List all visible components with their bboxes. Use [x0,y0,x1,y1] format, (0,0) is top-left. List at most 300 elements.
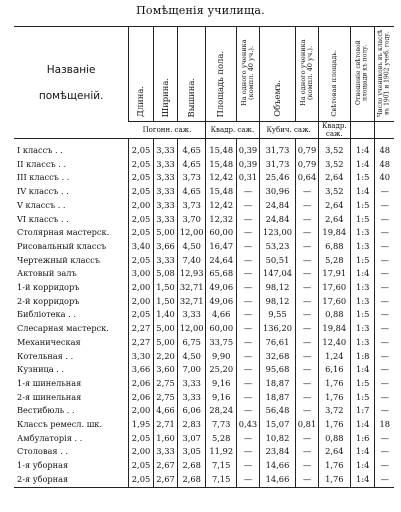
cell-width: 3,33 [153,171,178,185]
cell-ratio: 1:4 [350,363,375,377]
cell-area-pp: — [237,213,259,227]
table-row [14,308,394,322]
cell-length: 2,00 [129,295,154,309]
header-students: Число учениковъ въ классѣ въ 1901 и 1902 учеб. году. [375,27,394,122]
table-row [14,473,394,487]
cell-area: 12,32 [206,213,237,227]
cell-height: 32,71 [178,295,206,309]
cell-light: 3,52 [318,185,350,199]
cell-name: Столовая . . [17,446,68,457]
cell-name: Рисовальный классъ [17,240,107,251]
header-light-ratio: Отношеніе свѣтовой площади къ полу. [350,27,375,122]
cell-students: 18 [375,418,394,432]
table-row [14,322,394,336]
cell-height: 4,65 [178,139,206,158]
cell-vol-pp: — [296,213,318,227]
cell-students: — [375,240,394,254]
cell-students: — [375,473,394,487]
cell-students: — [375,459,394,473]
table-row [14,363,394,377]
cell-vol: 23,84 [259,445,296,459]
cell-light: 6,16 [318,363,350,377]
cell-length: 2,00 [129,199,154,213]
cell-vol: 98,12 [259,295,296,309]
cell-area-pp: — [237,199,259,213]
cell-light: 17,91 [318,267,350,281]
cell-length: 3,40 [129,240,154,254]
cell-vol: 14,66 [259,473,296,487]
cell-vol-pp: — [296,404,318,418]
cell-area: 7,15 [206,473,237,487]
cell-ratio: 1:3 [350,322,375,336]
table-row [14,240,394,254]
cell-height: 3,33 [178,308,206,322]
cell-light: 5,28 [318,254,350,268]
cell-name: II классъ . . [17,158,67,169]
cell-name: 2-я шинельная [17,391,82,402]
cell-vol: 32,68 [259,350,296,364]
cell-students: — [375,295,394,309]
header-volume-per-student: На одного ученика (компл. 40 уч.). [296,27,318,122]
cell-area: 24,64 [206,254,237,268]
cell-length: 2,05 [129,226,154,240]
cell-vol: 136,20 [259,322,296,336]
table-row [14,281,394,295]
cell-light: 1,76 [318,459,350,473]
table-row [14,445,394,459]
cell-light: 1,76 [318,473,350,487]
cell-name: V классъ . . [17,199,66,210]
table-row [14,139,394,158]
cell-area-pp: 0,43 [237,418,259,432]
page-title: Помѣщенія училища. [136,4,265,17]
cell-width: 2,20 [153,350,178,364]
cell-height: 7,40 [178,254,206,268]
cell-vol: 76,61 [259,336,296,350]
cell-vol: 53,23 [259,240,296,254]
cell-height: 32,71 [178,281,206,295]
cell-vol: 147,04 [259,267,296,281]
cell-height: 6,75 [178,336,206,350]
table-row [14,213,394,227]
header-height: Вышина. [178,27,206,122]
cell-length: 1,95 [129,418,154,432]
cell-students: — [375,267,394,281]
cell-width: 3,33 [153,213,178,227]
cell-width: 1,50 [153,281,178,295]
cell-name: 2-я уборная [17,473,69,484]
cell-area: 4,66 [206,308,237,322]
cell-width: 3,60 [153,363,178,377]
cell-light: 12,40 [318,336,350,350]
table-row [14,199,394,213]
cell-area: 5,28 [206,432,237,446]
cell-vol: 95,68 [259,363,296,377]
table-row [14,171,394,185]
header-floor-area: Площадь пола. [206,27,237,122]
cell-name: Котельная . . [17,350,74,361]
cell-ratio: 1:5 [350,391,375,405]
cell-area-pp: — [237,308,259,322]
cell-name: Столярная мастерск. [17,227,110,238]
cell-width: 3,33 [153,139,178,158]
table-row [14,377,394,391]
cell-width: 2,71 [153,418,178,432]
cell-light: 3,52 [318,139,350,158]
cell-width: 1,40 [153,308,178,322]
cell-height: 3,73 [178,199,206,213]
cell-area-pp: — [237,322,259,336]
cell-width: 3,66 [153,240,178,254]
cell-area: 16,47 [206,240,237,254]
cell-vol: 31,73 [259,139,296,158]
cell-vol-pp: — [296,445,318,459]
cell-light: 2,64 [318,171,350,185]
cell-vol-pp: — [296,308,318,322]
cell-length: 2,05 [129,213,154,227]
cell-ratio: 1:7 [350,404,375,418]
cell-area: 49,06 [206,295,237,309]
cell-vol: 56,48 [259,404,296,418]
cell-vol-pp: — [296,240,318,254]
cell-height: 12,00 [178,226,206,240]
cell-height: 12,93 [178,267,206,281]
cell-students: — [375,350,394,364]
cell-ratio: 1:3 [350,336,375,350]
cell-length: 2,05 [129,254,154,268]
cell-width: 5,00 [153,226,178,240]
unit-square: Квадр. саж. [206,122,259,139]
cell-ratio: 1:3 [350,240,375,254]
cell-area-pp: — [237,350,259,364]
cell-students: 48 [375,139,394,158]
cell-students: — [375,445,394,459]
cell-length: 2,06 [129,391,154,405]
cell-students: — [375,336,394,350]
cell-width: 3,33 [153,445,178,459]
cell-height: 12,00 [178,322,206,336]
cell-vol-pp: — [296,322,318,336]
cell-ratio: 1:4 [350,158,375,172]
cell-height: 4,50 [178,350,206,364]
table-body [14,139,394,488]
cell-area-pp: — [237,432,259,446]
cell-students: — [375,363,394,377]
cell-vol-pp: — [296,336,318,350]
cell-height: 2,68 [178,473,206,487]
cell-ratio: 1:4 [350,185,375,199]
cell-area-pp: — [237,473,259,487]
cell-ratio: 1:4 [350,473,375,487]
cell-area-pp: 0,39 [237,139,259,158]
cell-vol-pp: — [296,350,318,364]
cell-light: 1,76 [318,418,350,432]
cell-area: 12,42 [206,171,237,185]
cell-area: 65,68 [206,267,237,281]
cell-light: 2,64 [318,213,350,227]
cell-length: 2,05 [129,158,154,172]
cell-students: — [375,185,394,199]
cell-vol: 123,00 [259,226,296,240]
cell-vol: 24,84 [259,213,296,227]
cell-name: Классъ ремесл. шк. [17,419,103,430]
cell-students: 40 [375,171,394,185]
cell-height: 4,65 [178,158,206,172]
cell-area: 60,00 [206,226,237,240]
cell-length: 2,00 [129,404,154,418]
cell-height: 3,07 [178,432,206,446]
cell-area-pp: — [237,240,259,254]
cell-students: — [375,377,394,391]
cell-area-pp: — [237,295,259,309]
cell-name: 1-й корридоръ [17,282,80,293]
cell-length: 3,30 [129,350,154,364]
cell-area: 60,00 [206,322,237,336]
cell-vol-pp: — [296,267,318,281]
cell-name: III классъ . . [17,172,70,183]
cell-height: 2,83 [178,418,206,432]
cell-ratio: 1:5 [350,199,375,213]
cell-light: 1,24 [318,350,350,364]
cell-name: 1-я уборная [17,460,69,471]
cell-vol: 30,96 [259,185,296,199]
cell-width: 2,75 [153,377,178,391]
cell-width: 3,33 [153,158,178,172]
cell-width: 2,67 [153,473,178,487]
cell-name: Актовый залъ [17,268,77,279]
table-row [14,404,394,418]
cell-vol-pp: 0,64 [296,171,318,185]
cell-length: 2,05 [129,308,154,322]
table-row [14,459,394,473]
unit-blank-2 [375,122,394,139]
cell-vol: 15,07 [259,418,296,432]
cell-height: 4,65 [178,185,206,199]
cell-students: 48 [375,158,394,172]
cell-light: 1,76 [318,377,350,391]
cell-width: 5,00 [153,322,178,336]
header-name: Названіе помѣщеній. [14,27,129,139]
cell-width: 1,60 [153,432,178,446]
cell-light: 17,60 [318,295,350,309]
header-volume: Объемъ. [259,27,296,122]
cell-light: 3,52 [318,158,350,172]
cell-area: 25,20 [206,363,237,377]
cell-length: 2,27 [129,322,154,336]
cell-name: Слесарная мастерск. [17,323,109,334]
cell-vol-pp: 0,79 [296,139,318,158]
cell-area-pp: 0,39 [237,158,259,172]
cell-width: 5,08 [153,267,178,281]
cell-height: 2,68 [178,459,206,473]
premises-table [14,26,394,488]
cell-area-pp: — [237,377,259,391]
cell-students: — [375,226,394,240]
cell-area: 11,92 [206,445,237,459]
cell-width: 2,67 [153,459,178,473]
cell-light: 1,76 [318,391,350,405]
cell-light: 19,84 [318,322,350,336]
cell-area-pp: — [237,281,259,295]
cell-height: 3,05 [178,445,206,459]
cell-vol: 9,55 [259,308,296,322]
cell-ratio: 1:4 [350,459,375,473]
table-row [14,185,394,199]
table-row [14,418,394,432]
cell-area: 9,16 [206,377,237,391]
cell-students: — [375,432,394,446]
cell-area: 12,42 [206,199,237,213]
cell-area-pp: — [237,363,259,377]
cell-vol-pp: — [296,295,318,309]
table-row [14,295,394,309]
cell-length: 2,00 [129,281,154,295]
cell-name: Библіотека . . [17,309,76,320]
cell-length: 2,05 [129,171,154,185]
cell-name: Чертежный классъ [17,254,100,265]
cell-vol-pp: 0,79 [296,158,318,172]
cell-vol-pp: — [296,199,318,213]
cell-students: — [375,254,394,268]
cell-area-pp: — [237,336,259,350]
cell-vol-pp: — [296,432,318,446]
cell-length: 2,05 [129,473,154,487]
cell-students: — [375,281,394,295]
cell-vol-pp: — [296,473,318,487]
cell-width: 3,33 [153,254,178,268]
cell-width: 3,33 [153,185,178,199]
cell-area: 7,15 [206,459,237,473]
cell-vol-pp: — [296,226,318,240]
cell-name: 1-я шинельная [17,377,82,388]
cell-area: 15,48 [206,158,237,172]
cell-students: — [375,404,394,418]
cell-ratio: 1:4 [350,139,375,158]
cell-students: — [375,391,394,405]
table-row [14,158,394,172]
cell-light: 0,88 [318,308,350,322]
table-row [14,267,394,281]
cell-area-pp: — [237,267,259,281]
cell-width: 1,50 [153,295,178,309]
cell-width: 2,75 [153,391,178,405]
cell-vol-pp: — [296,185,318,199]
cell-vol-pp: 0,81 [296,418,318,432]
cell-name: Кузница . . [17,364,65,375]
cell-vol-pp: — [296,363,318,377]
cell-length: 2,05 [129,185,154,199]
cell-vol: 98,12 [259,281,296,295]
table-row [14,226,394,240]
cell-vol: 24,84 [259,199,296,213]
cell-area-pp: — [237,226,259,240]
cell-width: 5,00 [153,336,178,350]
cell-area: 33,75 [206,336,237,350]
cell-vol-pp: — [296,377,318,391]
cell-height: 4,50 [178,240,206,254]
cell-name: IV классъ . . [17,186,69,197]
cell-students: — [375,199,394,213]
cell-ratio: 1:5 [350,213,375,227]
cell-light: 0,88 [318,432,350,446]
cell-light: 19,84 [318,226,350,240]
cell-height: 3,73 [178,171,206,185]
cell-area-pp: 0,31 [237,171,259,185]
cell-vol: 25,46 [259,171,296,185]
cell-height: 3,33 [178,391,206,405]
cell-area: 7,73 [206,418,237,432]
cell-ratio: 1:3 [350,281,375,295]
cell-width: 3,33 [153,199,178,213]
cell-light: 17,60 [318,281,350,295]
cell-vol: 18,87 [259,391,296,405]
cell-area-pp: — [237,391,259,405]
cell-vol-pp: — [296,391,318,405]
cell-area-pp: — [237,185,259,199]
header-area-per-student: На одного ученика (компл. 40 уч.). [237,27,259,122]
cell-length: 2,05 [129,432,154,446]
cell-ratio: 1:8 [350,350,375,364]
unit-linear: Погонн. саж. [129,122,206,139]
cell-height: 6,06 [178,404,206,418]
header-light-area: Свѣтовая площадь. [318,27,350,122]
cell-vol-pp: — [296,254,318,268]
table-row [14,350,394,364]
cell-light: 2,64 [318,199,350,213]
cell-height: 3,70 [178,213,206,227]
cell-area: 9,16 [206,391,237,405]
cell-area-pp: — [237,254,259,268]
cell-length: 3,00 [129,267,154,281]
cell-name: Амбулаторія . . [17,432,83,443]
cell-vol-pp: — [296,281,318,295]
cell-length: 2,05 [129,459,154,473]
cell-length: 3,66 [129,363,154,377]
cell-width: 4,66 [153,404,178,418]
cell-length: 2,05 [129,139,154,158]
cell-name: Механическая [17,336,81,347]
unit-square-light: Квадр. саж. [318,122,350,139]
cell-ratio: 1:6 [350,432,375,446]
cell-length: 2,27 [129,336,154,350]
cell-light: 6,88 [318,240,350,254]
table-row [14,336,394,350]
header-width: Ширина. [153,27,178,122]
cell-light: 2,64 [318,445,350,459]
cell-area: 15,48 [206,185,237,199]
header-length: Длина. [129,27,154,122]
cell-students: — [375,213,394,227]
cell-name: I классъ . . [17,145,63,155]
cell-vol: 31,73 [259,158,296,172]
cell-area: 28,24 [206,404,237,418]
cell-ratio: 1:5 [350,377,375,391]
cell-area: 15,48 [206,139,237,158]
cell-area-pp: — [237,445,259,459]
cell-ratio: 1:4 [350,267,375,281]
table-row [14,391,394,405]
cell-name: Вестибюль . . [17,405,75,416]
cell-ratio: 1:5 [350,254,375,268]
cell-height: 3,33 [178,377,206,391]
cell-name: 2-й корридоръ [17,295,80,306]
cell-ratio: 1:4 [350,418,375,432]
table-row [14,432,394,446]
cell-students: — [375,322,394,336]
cell-students: — [375,308,394,322]
cell-area-pp: — [237,459,259,473]
cell-vol-pp: — [296,459,318,473]
